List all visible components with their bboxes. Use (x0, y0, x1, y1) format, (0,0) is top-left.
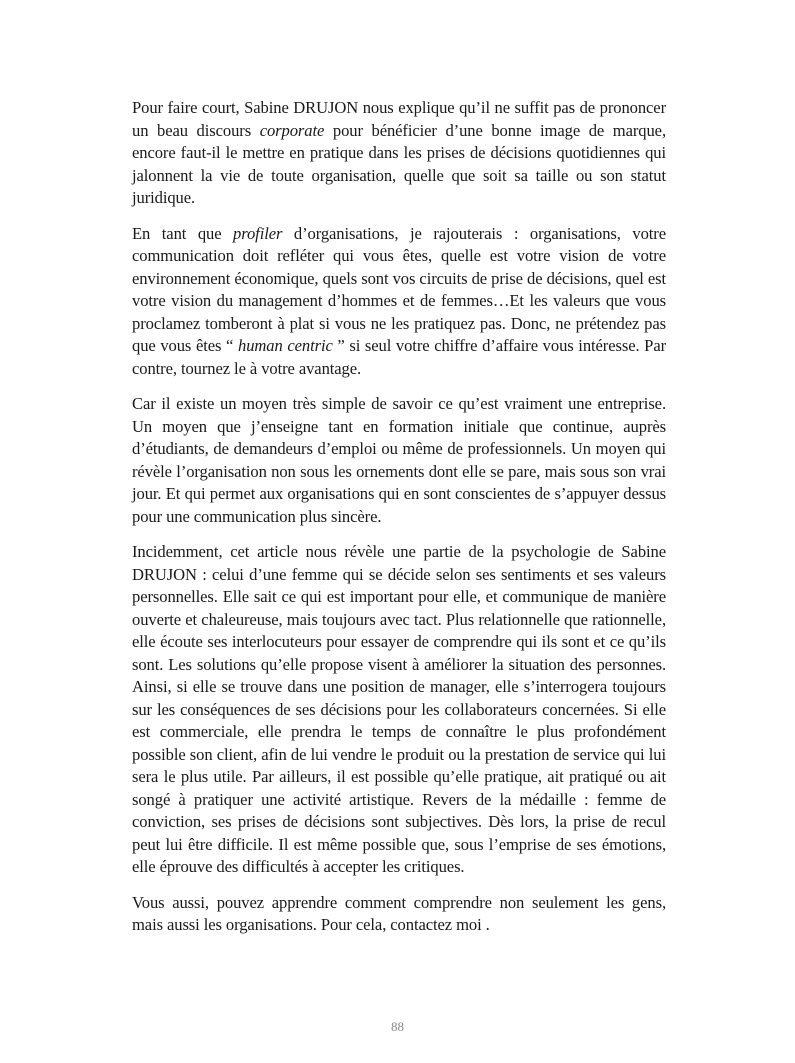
paragraph-text: d’organisations, je rajouterais : organisations, votre communication doit refléter qui vous êtes, quelle est votre vision de votre environnement économique, quels sont vos circuits de prise de décisions, quel est votre vision du management d’hommes et de femmes…Et les valeurs que vous proclamez tomberont à plat si vous ne les pratiquez pas. Donc, ne prétendez pas que vous êtes “ (132, 223, 666, 355)
italic-term-profiler: profiler (233, 223, 283, 243)
italic-term-corporate: corporate (259, 120, 325, 140)
paragraph-text: ” si seul votre chiffre d’affaire vous intéresse. Par contre, tournez le à votre avantage. (132, 336, 667, 378)
paragraph-1 (132, 97, 666, 210)
paragraph-text: Incidemment, cet article nous révèle une partie de la psychologie de Sabine DRUJON : celui d’une femme qui se décide selon ses sentiments et ses valeurs personnelles. Elle sait ce qui est important pour elle, et communique de manière ouverte et chaleureuse, mais toujours avec tact. Plus relationnelle que rationnelle, elle écoute ses interlocuteurs pour essayer de comprendre qui ils sont et ce qu’ils sont. Les solutions qu’elle propose visent à améliorer la situation des personnes. Ainsi, si elle se trouve dans une position de manager, elle s’interrogera toujours sur les conséquences de ses décisions pour les collaborateurs concernées. Si elle est commerciale, elle prendra le temps de connaître le plus profondément possible son client, afin de lui vendre le produit ou la prestation de service qui lui sera le plus utile. Par ailleurs, il est possible qu’elle pratique, ait pratiqué ou ait songé à pratiquer une activité artistique. Revers de la médaille : femme de conviction, ses prises de décisions sont subjectives. Dès lors, la prise de recul peut lui être difficile. Il est même possible que, sous l’emprise de ses émotions, elle éprouve des difficultés à accepter les critiques. (132, 542, 666, 876)
paragraph-4 (132, 541, 666, 879)
page-number: 88 (391, 1019, 404, 1034)
paragraph-text: Vous aussi, pouvez apprendre comment comprendre non seulement les gens, mais aussi les organisations. Pour cela, contactez moi . (132, 892, 666, 934)
paragraph-5 (132, 892, 666, 937)
document-body (132, 97, 666, 950)
paragraph-text: Pour faire court, Sabine DRUJON nous explique qu’il ne suffit pas de prononcer un beau discours (132, 98, 666, 140)
paragraph-text: pour bénéficier d’une bonne image de marque, encore faut-il le mettre en pratique dans les prises de décisions quotidiennes qui jalonnent la vie de toute organisation, quelle que soit sa taille ou son statut juridique. (132, 120, 666, 207)
paragraph-text: En tant que (132, 223, 234, 243)
italic-term-human-centric: human centric (238, 336, 333, 355)
paragraph-3 (132, 393, 666, 528)
paragraph-2 (132, 223, 666, 381)
paragraph-text: Car il existe un moyen très simple de savoir ce qu’est vraiment une entreprise. Un moyen que j’enseigne tant en formation initiale que continue, auprès d’étudiants, de demandeurs d’emploi ou même de professionnels. Un moyen qui révèle l’organisation non sous les ornements dont elle se pare, mais sous son vrai jour. Et qui permet aux organisations qui en sont conscientes de s’appuyer dessus pour une communication plus sincère. (132, 394, 666, 526)
